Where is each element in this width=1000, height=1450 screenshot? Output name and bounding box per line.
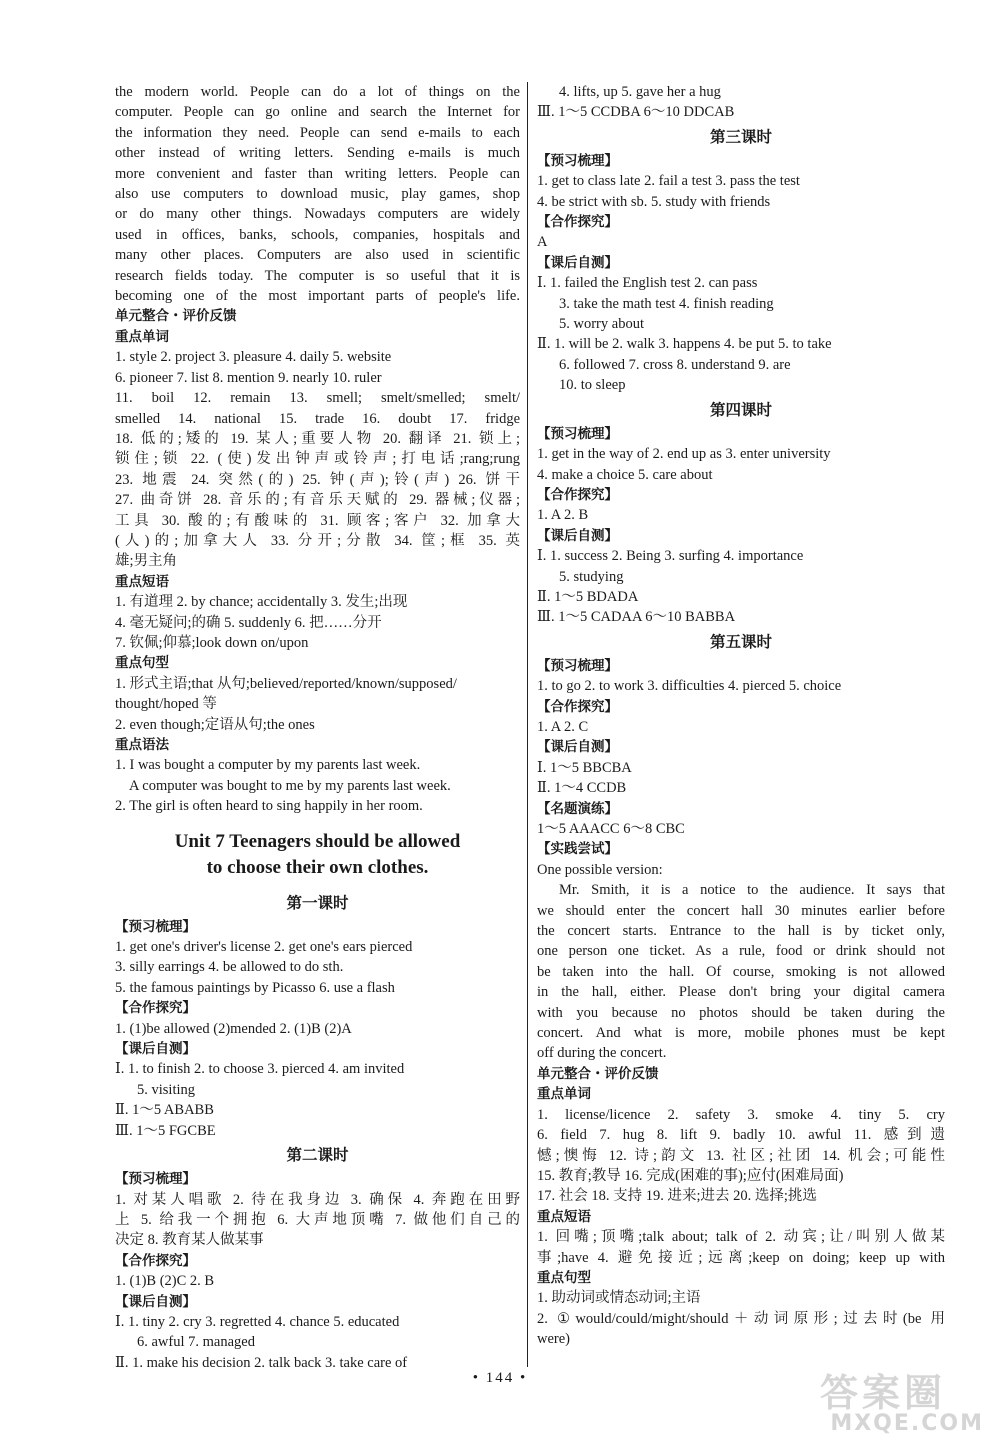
unit-title: to choose their own clothes.: [206, 856, 429, 878]
section-heading: 【合作探究】: [537, 486, 618, 503]
column-divider: [527, 82, 528, 1367]
text-line: 1. 助动词或情态动词;主语: [537, 1290, 701, 1307]
text-line: 2. The girl is often heard to sing happily in her room.: [115, 798, 423, 815]
text-line: 3. take the math test 4. finish reading: [559, 295, 774, 312]
text-line: 5. worry about: [559, 316, 644, 333]
text-line: 4. 毫无疑问;的确 5. suddenly 6. 把……分开: [115, 614, 382, 631]
text-line: 1. get in the way of 2. end up as 3. enter university: [537, 446, 831, 463]
text-line: we should enter the concert hall 30 minutes earlier before: [537, 902, 945, 919]
unit-title: Unit 7 Teenagers should be allowed: [174, 830, 461, 852]
text-line: 11. boil 12. remain 13. smell; smelt/smelled; smelt/: [115, 390, 520, 407]
section-heading: 【课后自测】: [537, 527, 618, 544]
watermark-text: 答案圈: [820, 1371, 947, 1415]
text-line: Ⅱ. 1～4 CCDB: [537, 780, 627, 797]
text-line: 1. 形式主语;that 从句;believed/reported/known/supposed/: [115, 675, 457, 692]
text-line: the modern world. People can do a lot of things on the: [115, 84, 520, 100]
text-line: Ⅱ. 1. will be 2. walk 3. happens 4. be put 5. to take: [537, 336, 832, 353]
section-heading: 单元整合・评价反馈: [537, 1065, 659, 1082]
watermark-logo: [820, 1362, 990, 1442]
text-line: 6. pioneer 7. list 8. mention 9. nearly 10. ruler: [115, 369, 382, 386]
section-heading: 【课后自测】: [115, 1041, 196, 1058]
text-line: Ⅰ. 1. to finish 2. to choose 3. pierced 4. am invited: [115, 1061, 405, 1078]
section-heading: 重点单词: [537, 1086, 591, 1103]
section-heading: 【课后自测】: [537, 739, 618, 756]
text-line: were): [537, 1331, 571, 1348]
text-line: 雄;男主角: [115, 553, 178, 570]
text-line: concert. And what is more, mobile phones must be kept: [537, 1025, 945, 1042]
section-heading: 【名题演练】: [537, 800, 618, 817]
text-line: 2. ①would/could/might/should＋动词原形;过去时(be 用: [537, 1310, 945, 1327]
section-heading: 【合作探究】: [537, 214, 618, 231]
lesson-heading: 第五课时: [709, 632, 772, 651]
text-line: Ⅰ. 1. failed the English test 2. can pass: [537, 275, 758, 292]
text-line: also use computers to download music, play games, shop: [115, 186, 520, 203]
text-line: 憾;懊悔 12. 诗;韵文 13. 社区;社团 14. 机会;可能性: [537, 1147, 945, 1164]
text-line: Ⅰ. 1. tiny 2. cry 3. regretted 4. chance 5. educated: [115, 1313, 400, 1330]
text-line: 决定 8. 教育某人做某事: [115, 1232, 264, 1249]
text-line: be taken into the hall. Of course, smoking is not allowed: [537, 963, 945, 980]
text-line: (人)的;加拿大人 33. 分开;分散 34. 筐;框 35. 英: [115, 532, 520, 549]
text-line: 3. silly earrings 4. be allowed to do sth.: [115, 959, 344, 976]
text-line: Ⅲ. 1～5 CCDBA 6～10 DDCAB: [537, 104, 735, 121]
text-line: 1. (1)be allowed (2)mended 2. (1)B (2)A: [115, 1020, 352, 1037]
text-line: computer. People can go online and search the Internet for: [115, 104, 520, 121]
section-heading: 【实践尝试】: [537, 841, 618, 858]
section-heading: 【预习梳理】: [537, 657, 618, 674]
text-line: 1. get one's driver's license 2. get one's ears pierced: [115, 939, 413, 956]
page-number: • 144 •: [472, 1370, 528, 1386]
text-line: 事;have 4. 避免接近;远离;keep on doing; keep up with: [537, 1249, 945, 1266]
text-line: 5. studying: [559, 568, 624, 585]
section-heading: 【课后自测】: [115, 1293, 196, 1310]
section-heading: 重点句型: [115, 655, 169, 672]
text-line: thought/hoped 等: [115, 696, 217, 713]
text-line: other instead of writing letters. Sending e-mails is much: [115, 145, 520, 162]
lesson-heading: 第一课时: [286, 893, 349, 912]
text-line: one person one ticket. As a rule, food or drink should not: [537, 943, 945, 960]
text-line: 1. (1)B (2)C 2. B: [115, 1273, 215, 1290]
text-line: 15. 教育;教导 16. 完成(困难的事);应付(困难局面): [537, 1167, 844, 1184]
text-line: 6. field 7. hug 8. lift 9. badly 10. awful 11. 感到遗: [537, 1127, 945, 1144]
text-line: used in offices, banks, schools, companies, hospitals and: [115, 226, 520, 243]
text-line: becoming one of the most important parts of people's life.: [115, 288, 520, 305]
text-line: 1. to go 2. to work 3. difficulties 4. pierced 5. choice: [537, 678, 842, 695]
section-heading: 重点短语: [537, 1208, 591, 1225]
text-line: 上 5. 给我一个拥抱 6. 大声地顶嘴 7. 做他们自己的: [115, 1211, 520, 1228]
text-line: the information they need. People can send e-mails to each: [115, 124, 520, 141]
section-heading: 【预习梳理】: [115, 1171, 196, 1188]
text-line: 1. license/licence 2. safety 3. smoke 4. tiny 5. cry: [537, 1106, 945, 1123]
lesson-heading: 第三课时: [709, 127, 772, 146]
text-line: research fields today. The computer is so useful that it is: [115, 267, 520, 284]
text-line: 4. be strict with sb. 5. study with friends: [537, 193, 771, 210]
text-line: smelled 14. national 15. trade 16. doubt 17. fridge: [115, 410, 520, 427]
lesson-heading: 第二课时: [286, 1146, 349, 1165]
section-heading: 【合作探究】: [537, 698, 618, 715]
section-heading: 重点句型: [537, 1269, 591, 1286]
text-line: 27. 曲奇饼 28. 音乐的;有音乐天赋的 29. 器械;仪器;: [115, 492, 520, 509]
text-line: the concert starts. Entrance to the hall is by ticket only,: [537, 923, 945, 940]
text-line: 23. 地震 24. 突然(的) 25. 钟(声);铃(声) 26. 饼干: [115, 471, 520, 488]
left-column: [115, 82, 520, 1373]
text-line: 2. even though;定语从句;the ones: [115, 716, 315, 733]
text-line: 6. awful 7. managed: [137, 1334, 255, 1351]
text-line: 1. I was bought a computer by my parents last week.: [115, 757, 421, 774]
text-line: more convenient and faster than writing letters. People can: [115, 165, 520, 182]
text-line: 4. make a choice 5. care about: [537, 466, 713, 483]
text-line: Ⅲ. 1～5 CADAA 6～10 BABBA: [537, 609, 736, 626]
text-line: 1. 回嘴;顶嘴;talk about; talk of 2. 动宾;让/叫别人做某: [537, 1229, 945, 1246]
section-heading: 重点短语: [115, 573, 169, 590]
text-line: One possible version:: [537, 861, 663, 878]
section-heading: 重点单词: [115, 328, 169, 345]
text-line: 1. style 2. project 3. pleasure 4. daily 5. website: [115, 349, 392, 366]
text-line: 1. A 2. B: [537, 507, 589, 524]
lesson-heading: 第四课时: [709, 400, 772, 419]
text-line: or do many other things. Nowadays computers are widely: [115, 206, 520, 223]
section-heading: 单元整合・评价反馈: [115, 308, 237, 325]
text-line: 1. A 2. C: [537, 718, 589, 735]
text-line: 17. 社会 18. 支持 19. 进来;进去 20. 选择;挑选: [537, 1188, 817, 1205]
text-line: Ⅲ. 1～5 FGCBE: [115, 1122, 216, 1139]
text-line: 4. lifts, up 5. gave her a hug: [559, 84, 721, 100]
text-line: Mr. Smith, it is a notice to the audience. It says that: [559, 882, 945, 899]
text-line: 18. 低的;矮的 19. 某人;重要人物 20. 翻译 21. 锁上;: [115, 430, 520, 447]
section-heading: 【预习梳理】: [537, 152, 618, 169]
text-line: Ⅱ. 1～5 ABABB: [115, 1102, 214, 1119]
text-line: 7. 钦佩;仰慕;look down on/upon: [115, 634, 309, 651]
text-line: Ⅱ. 1. make his decision 2. talk back 3. take care of: [115, 1354, 408, 1371]
text-line: 10. to sleep: [559, 377, 626, 394]
text-line: Ⅱ. 1～5 BDADA: [537, 588, 639, 605]
text-line: 5. visiting: [137, 1081, 196, 1098]
text-line: Ⅰ. 1～5 BBCBA: [537, 759, 632, 776]
text-line: 6. followed 7. cross 8. understand 9. are: [559, 356, 791, 373]
section-heading: 【预习梳理】: [115, 918, 196, 935]
section-heading: 【课后自测】: [537, 254, 618, 271]
text-line: 5. the famous paintings by Picasso 6. use a flash: [115, 979, 395, 996]
text-line: Ⅰ. 1. success 2. Being 3. surfing 4. importance: [537, 548, 804, 565]
right-column: [537, 82, 945, 1350]
text-line: A computer was bought to me by my parents last week.: [129, 777, 451, 794]
text-line: A: [537, 234, 548, 251]
text-line: 1. 对某人唱歌 2. 待在我身边 3. 确保 4. 奔跑在田野: [115, 1191, 520, 1208]
text-line: 1. 有道理 2. by chance; accidentally 3. 发生;出现: [115, 594, 408, 611]
watermark-url: MXQE.COM: [830, 1411, 984, 1436]
text-line: 工具 30. 酸的;有酸味的 31. 顾客;客户 32. 加拿大: [115, 512, 520, 529]
section-heading: 【合作探究】: [115, 1252, 196, 1269]
text-line: 锁住;锁 22. (使)发出钟声或铃声;打电话;rang;rung: [115, 451, 520, 468]
section-heading: 重点语法: [115, 737, 169, 753]
section-heading: 【预习梳理】: [537, 425, 618, 442]
text-line: many other places. Computers are also used in scientific: [115, 247, 520, 264]
text-line: in the hall, either. Please don't bring your digital camera: [537, 984, 945, 1001]
text-line: with you because no photos should be taken during the: [537, 1004, 945, 1021]
text-line: off during the concert.: [537, 1045, 667, 1062]
section-heading: 【合作探究】: [115, 1000, 196, 1017]
text-line: 1. get to class late 2. fail a test 3. pass the test: [537, 173, 800, 190]
text-line: 1～5 AAACC 6～8 CBC: [537, 821, 685, 837]
